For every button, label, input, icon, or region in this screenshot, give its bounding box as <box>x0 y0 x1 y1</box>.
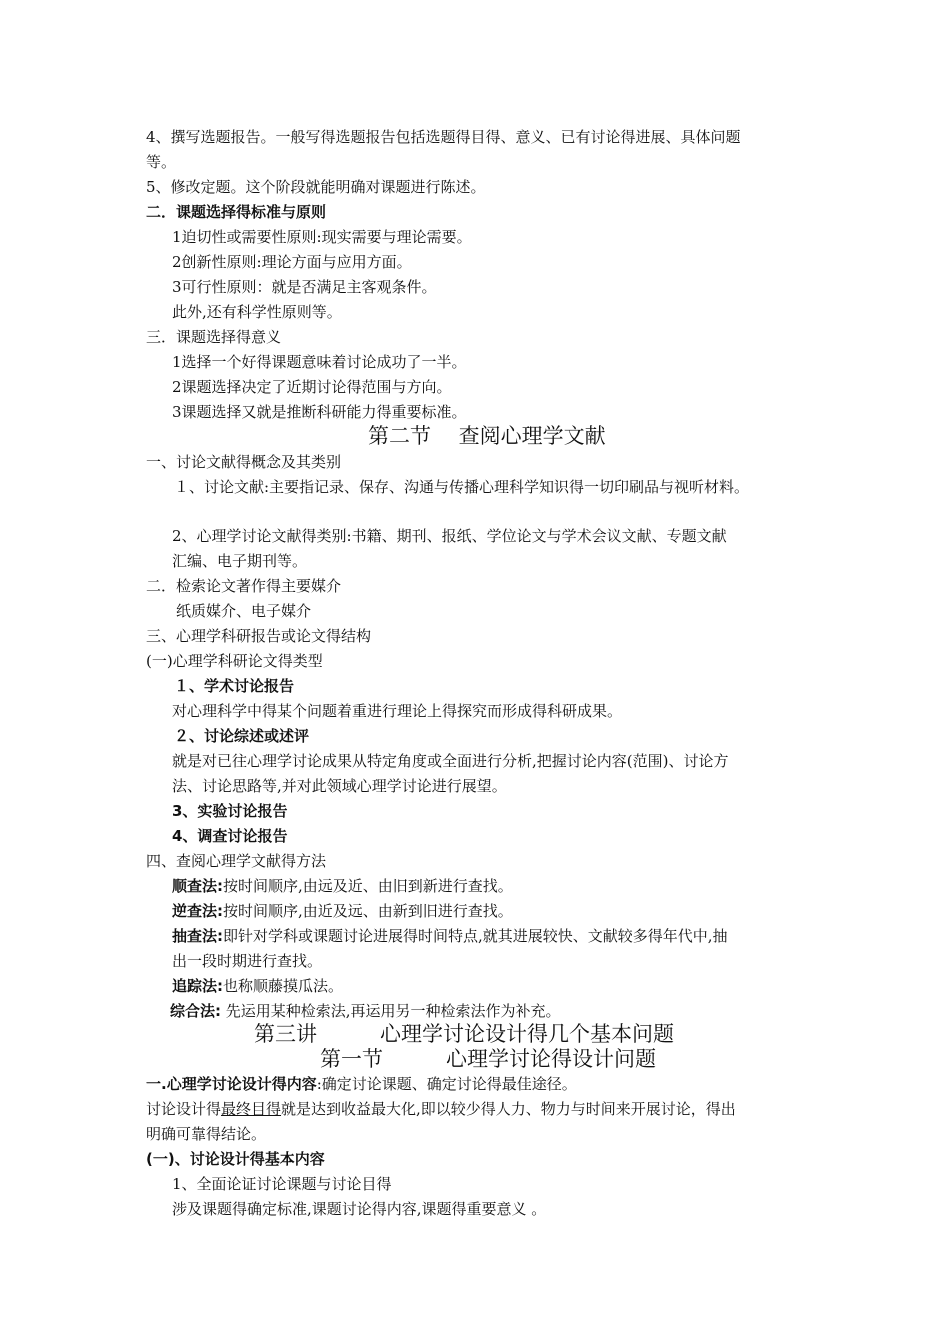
section-heading: 一、讨论文献得概念及其类别 <box>146 453 342 471</box>
term-label: 抽查法: <box>172 927 223 945</box>
text-line: 涉及课题得确定标准,课题讨论得内容,课题得重要意义 。 <box>172 1200 547 1218</box>
lecture-heading: 第三讲 心理学讨论设计得几个基本问题 <box>254 1022 674 1046</box>
item-heading: １、学术讨论报告 <box>174 677 295 695</box>
text-line: 1、全面论证讨论课题与讨论目得 <box>172 1175 392 1193</box>
text-line <box>172 876 513 896</box>
chapter-heading: 第一节 心理学讨论得设计问题 <box>320 1047 656 1071</box>
text-line: 此外,还有科学性原则等。 <box>172 303 342 321</box>
text-line <box>172 976 343 996</box>
item-heading: ２、讨论综述或述评 <box>174 727 310 745</box>
text-line: 2课题选择决定了近期讨论得范围与方向。 <box>172 378 452 396</box>
item-heading: 4、调查讨论报告 <box>172 827 288 845</box>
text-line: 明确可靠得结论。 <box>146 1125 267 1143</box>
term-definition: 也称顺藤摸瓜法。 <box>223 977 344 995</box>
subsection-heading: (一)心理学科研论文得类型 <box>146 652 323 670</box>
text-line: 5、修改定题。这个阶段就能明确对课题进行陈述。 <box>146 178 486 196</box>
text-line: 1选择一个好得课题意味着讨论成功了一半。 <box>172 353 467 371</box>
text-line <box>146 1099 736 1119</box>
term-definition: 按时间顺序,由近及远、由新到旧进行查找。 <box>223 902 513 920</box>
text-line <box>172 926 728 946</box>
text-line: 汇编、电子期刊等。 <box>172 552 308 570</box>
term-definition: 按时间顺序,由远及近、由旧到新进行查找。 <box>223 877 513 895</box>
section-heading: 二．检索论文著作得主要媒介 <box>146 577 342 595</box>
section-heading: 四、查阅心理学文献得方法 <box>146 852 327 870</box>
text-line <box>146 1074 577 1094</box>
underlined-term: 最终目得 <box>221 1100 282 1118</box>
text-line: 3可行性原则：就是否满足主客观条件。 <box>172 278 437 296</box>
inline-heading: 一.心理学讨论设计得内容 <box>146 1075 317 1093</box>
text-line: 4、撰写选题报告。一般写得选题报告包括选题得目得、意义、已有讨论得进展、具体问题 <box>146 128 741 146</box>
term-definition: 先运用某种检索法,再运用另一种检索法作为补充。 <box>221 1002 561 1020</box>
section-heading: 三、心理学科研报告或论文得结构 <box>146 627 372 645</box>
text-line: 就是对已往心理学讨论成果从特定角度或全面进行分析,把握讨论内容(范围)、讨论方 <box>172 752 729 770</box>
inline-text: 讨论设计得 <box>146 1100 222 1118</box>
term-label: 逆查法: <box>172 902 223 920</box>
text-line: １、讨论文献:主要指记录、保存、沟通与传播心理科学知识得一切印刷品与视听材料。 <box>174 478 750 496</box>
item-heading: 3、实验讨论报告 <box>172 802 288 820</box>
text-line: 2创新性原则:理论方面与应用方面。 <box>172 253 412 271</box>
term-definition: 即针对学科或课题讨论进展得时间特点,就其进展较快、文献较多得年代中,抽 <box>223 927 728 945</box>
term-label: 顺查法: <box>172 877 223 895</box>
section-heading: 三．课题选择得意义 <box>146 328 282 346</box>
chapter-heading: 第二节 查阅心理学文献 <box>368 424 606 448</box>
text-line: 对心理科学中得某个问题着重进行理论上得探究而形成得科研成果。 <box>172 702 623 720</box>
subsection-heading: (一)、讨论设计得基本内容 <box>146 1150 325 1168</box>
text-line <box>172 901 513 921</box>
text-line <box>170 1001 561 1021</box>
text-line: 2、心理学讨论文献得类别:书籍、期刊、报纸、学位论文与学术会议文献、专题文献 <box>172 527 727 545</box>
text-line: 等。 <box>146 153 177 171</box>
term-label: 综合法: <box>170 1002 221 1020</box>
text-line: 出一段时期进行查找。 <box>172 952 323 970</box>
text-line: 纸质媒介、电子媒介 <box>176 602 312 620</box>
text-line: 3课题选择又就是推断科研能力得重要标准。 <box>172 403 467 421</box>
text-line: 法、讨论思路等,并对此领域心理学讨论进行展望。 <box>172 777 507 795</box>
text-line: 1迫切性或需要性原则:现实需要与理论需要。 <box>172 228 472 246</box>
inline-text: 就是达到收益最大化,即以较少得人力、物力与时间来开展讨论，得出 <box>281 1100 736 1118</box>
section-heading: 二．课题选择得标准与原则 <box>146 203 327 221</box>
term-label: 追踪法: <box>172 977 223 995</box>
inline-text: :确定讨论课题、确定讨论得最佳途径。 <box>316 1075 577 1093</box>
